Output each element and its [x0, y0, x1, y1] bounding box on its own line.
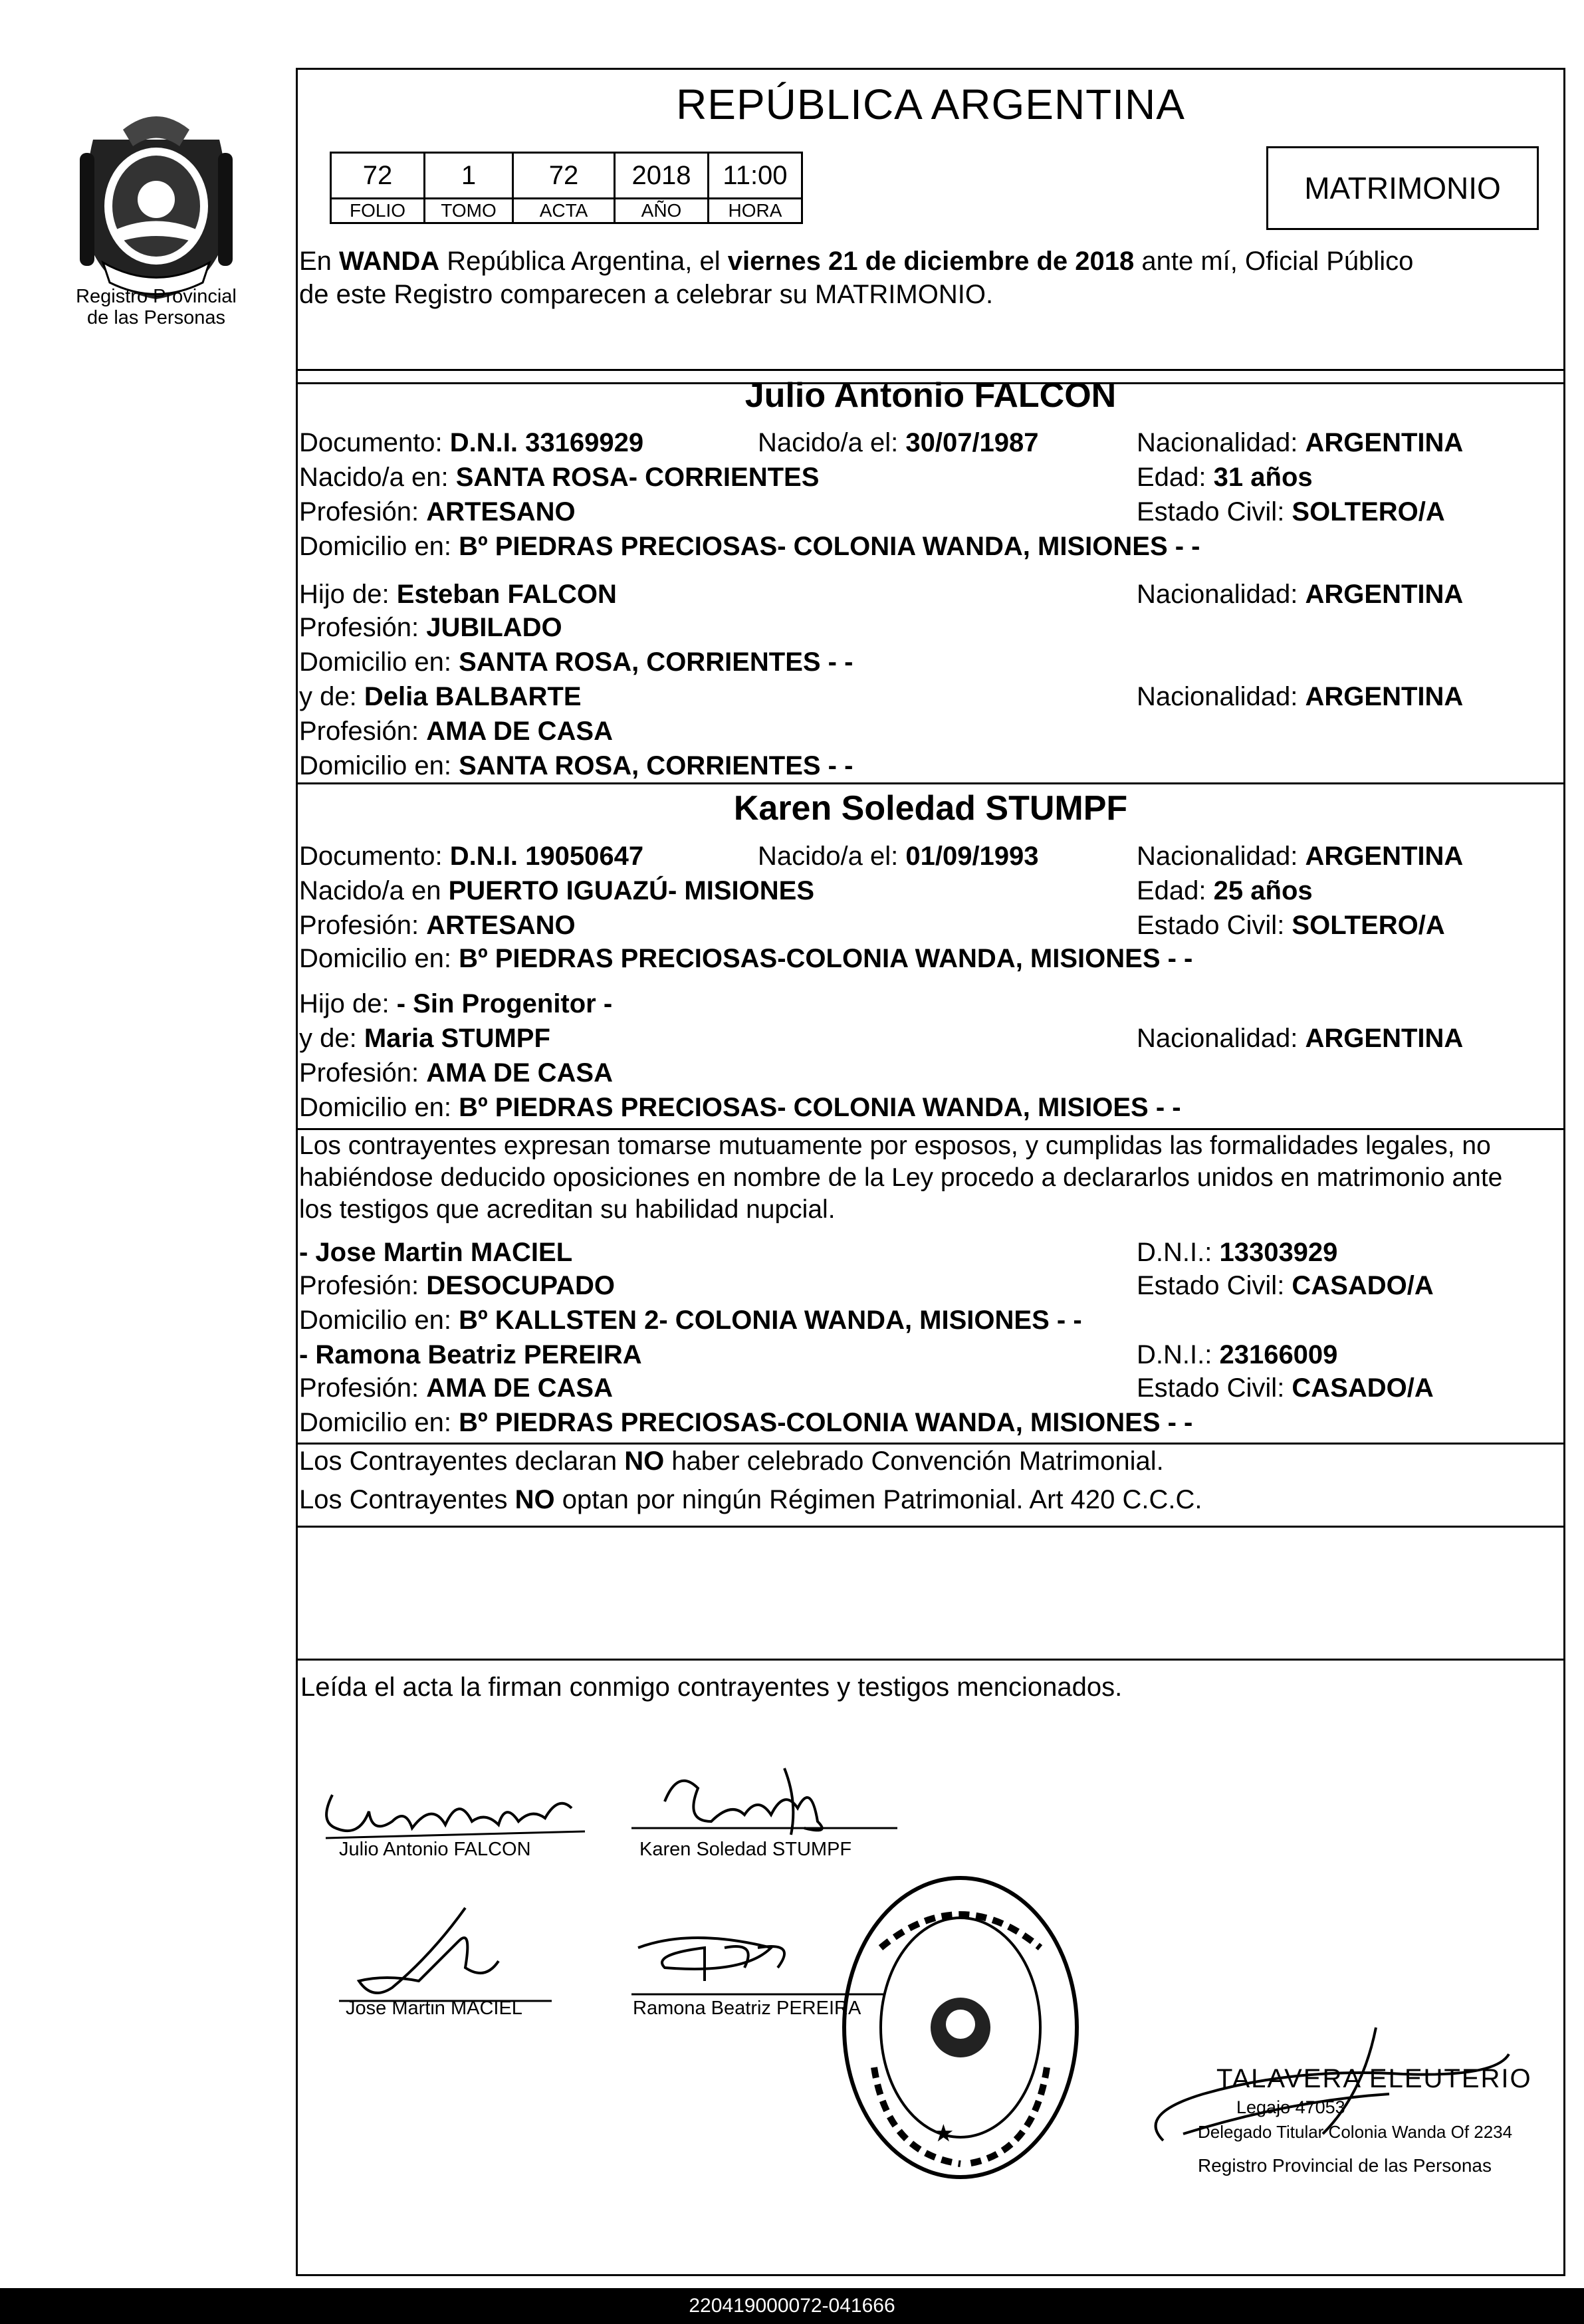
officer-org: Registro Provincial de las Personas [1198, 2155, 1492, 2176]
spouse2-mother-profession: Profesión: AMA DE CASA [299, 1058, 613, 1088]
acta-label: ACTA [513, 199, 615, 223]
spouse2-profession: Profesión: ARTESANO [299, 911, 576, 940]
spouse2-mother-nationality: Nacionalidad: ARGENTINA [1137, 1024, 1464, 1053]
spouse2-father: Hijo de: - Sin Progenitor - [299, 989, 613, 1018]
spouse2-address: Domicilio en: Bº PIEDRAS PRECIOSAS-COLONIA WANDA, MISIONES - - [299, 944, 1193, 973]
signature-karen [625, 1762, 904, 1841]
year-label: AÑO [615, 199, 709, 223]
officer-role: Delegado Titular Colonia Wanda Of 2234 [1198, 2122, 1513, 2142]
witness1-profession: Profesión: DESOCUPADO [299, 1271, 615, 1300]
spouse1-father-nationality: Nacionalidad: ARGENTINA [1137, 580, 1464, 609]
signature-julio [306, 1782, 592, 1848]
spouse1-father: Hijo de: Esteban FALCON [299, 580, 617, 609]
folio-value: 72 [331, 153, 425, 199]
spouse2-document: Documento: D.N.I. 19050647 [299, 842, 644, 871]
tomo-value: 1 [425, 153, 513, 199]
spouse1-nationality: Nacionalidad: ARGENTINA [1137, 428, 1464, 457]
document-code-bar: 220419000072-041666 [0, 2288, 1584, 2324]
witness2-civil-status: Estado Civil: CASADO/A [1137, 1373, 1434, 1403]
witness1-name: - Jose Martin MACIEL [299, 1238, 573, 1267]
year-value: 2018 [615, 153, 709, 199]
registry-caption-line1: Registro Provincial [76, 286, 237, 307]
declaration-line1: Los contrayentes expresan tomarse mutuamente por esposos, y cumplidas las formalidades legales, no [299, 1131, 1491, 1160]
spouse1-mother-address: Domicilio en: SANTA ROSA, CORRIENTES - - [299, 751, 853, 780]
spouse2-birthplace: Nacido/a en PUERTO IGUAZÚ- MISIONES [299, 876, 815, 905]
declaration-paragraph [299, 1130, 1562, 1226]
spouse2-mother: y de: Maria STUMPF [299, 1024, 550, 1053]
witness2-profession: Profesión: AMA DE CASA [299, 1373, 613, 1403]
spouse1-birthplace: Nacido/a en: SANTA ROSA- CORRIENTES [299, 463, 820, 492]
tomo-label: TOMO [425, 199, 513, 223]
spouse1-document: Documento: D.N.I. 33169929 [299, 428, 644, 457]
witness1-civil-status: Estado Civil: CASADO/A [1137, 1271, 1434, 1300]
divider [296, 1659, 1565, 1661]
signature-caption-4: Ramona Beatriz PEREIRA [633, 1998, 861, 2019]
closing-statement: Leída el acta la firman conmigo contrayentes y testigos mencionados. [300, 1673, 1123, 1702]
registry-caption-line2: de las Personas [87, 307, 225, 328]
witness2-name: - Ramona Beatriz PEREIRA [299, 1340, 642, 1369]
svg-text:★: ★ [934, 2121, 953, 2145]
spouse1-mother-profession: Profesión: AMA DE CASA [299, 717, 613, 746]
spouse1-name: Julio Antonio FALCON [744, 376, 1117, 415]
registry-oval-stamp [834, 1868, 1087, 2187]
hour-label: HORA [709, 199, 802, 223]
declaration-line3: los testigos que acreditan su habilidad nupcial. [299, 1195, 836, 1224]
spouse2-nationality: Nacionalidad: ARGENTINA [1137, 842, 1464, 871]
spouse2-birthdate: Nacido/a el: 01/09/1993 [758, 842, 1039, 871]
convention-line1: Los Contrayentes declaran NO haber celebrado Convención Matrimonial. [299, 1447, 1164, 1476]
record-table [330, 152, 803, 224]
officer-name: TALAVERA ELEUTERIO [1216, 2064, 1532, 2093]
registry-caption [47, 286, 266, 328]
spouse1-address: Domicilio en: Bº PIEDRAS PRECIOSAS- COLONIA WANDA, MISIONES - - [299, 532, 1200, 561]
spouse1-father-profession: Profesión: JUBILADO [299, 613, 562, 642]
intro-paragraph: En WANDA República Argentina, el viernes 21 de diciembre de 2018 ante mí, Oficial Público de este Registro comparecen a celebrar su MATRIMONIO. [299, 245, 1562, 311]
country-title: REPÚBLICA ARGENTINA [676, 80, 1185, 128]
convention-line2: Los Contrayentes NO optan por ningún Régimen Patrimonial. Art 420 C.C.C. [299, 1485, 1202, 1514]
spouse2-age: Edad: 25 años [1137, 876, 1313, 905]
witness1-address: Domicilio en: Bº KALLSTEN 2- COLONIA WANDA, MISIONES - - [299, 1306, 1082, 1335]
spouse2-name: Karen Soledad STUMPF [733, 789, 1128, 828]
spouse1-mother-nationality: Nacionalidad: ARGENTINA [1137, 682, 1464, 711]
spouse1-profession: Profesión: ARTESANO [299, 497, 576, 526]
spouse2-civil-status: Estado Civil: SOLTERO/A [1137, 911, 1445, 940]
hour-value: 11:00 [709, 153, 802, 199]
officer-id: Legajo 47053 [1236, 2097, 1345, 2117]
declaration-line2: habiéndose deducido oposiciones en nombre de la Ley procedo a declararlos unidos en matrimonio ante [299, 1163, 1503, 1192]
witness1-dni: D.N.I.: 13303929 [1137, 1238, 1338, 1267]
spouse1-civil-status: Estado Civil: SOLTERO/A [1137, 497, 1445, 526]
act-type-box: MATRIMONIO [1266, 146, 1539, 230]
signature-caption-3: Jose Martin MACIEL [346, 1998, 522, 2019]
divider [296, 369, 1565, 371]
acta-value: 72 [513, 153, 615, 199]
spouse1-mother: y de: Delia BALBARTE [299, 682, 582, 711]
intro-line2: de este Registro comparecen a celebrar su MATRIMONIO. [299, 280, 994, 309]
spouse1-age: Edad: 31 años [1137, 463, 1313, 492]
witness2-address: Domicilio en: Bº PIEDRAS PRECIOSAS-COLONIA WANDA, MISIONES - - [299, 1408, 1193, 1437]
signature-caption-2: Karen Soledad STUMPF [639, 1839, 852, 1860]
spouse2-mother-address: Domicilio en: Bº PIEDRAS PRECIOSAS- COLONIA WANDA, MISIOES - - [299, 1093, 1181, 1122]
folio-label: FOLIO [331, 199, 425, 223]
spouse1-father-address: Domicilio en: SANTA ROSA, CORRIENTES - - [299, 647, 853, 677]
spouse1-birthdate: Nacido/a el: 30/07/1987 [758, 428, 1039, 457]
intro-place: WANDA [339, 247, 440, 276]
intro-date: viernes 21 de diciembre de 2018 [727, 247, 1135, 276]
divider [296, 1526, 1565, 1528]
signature-caption-1: Julio Antonio FALCON [339, 1839, 531, 1860]
witness2-dni: D.N.I.: 23166009 [1137, 1340, 1338, 1369]
